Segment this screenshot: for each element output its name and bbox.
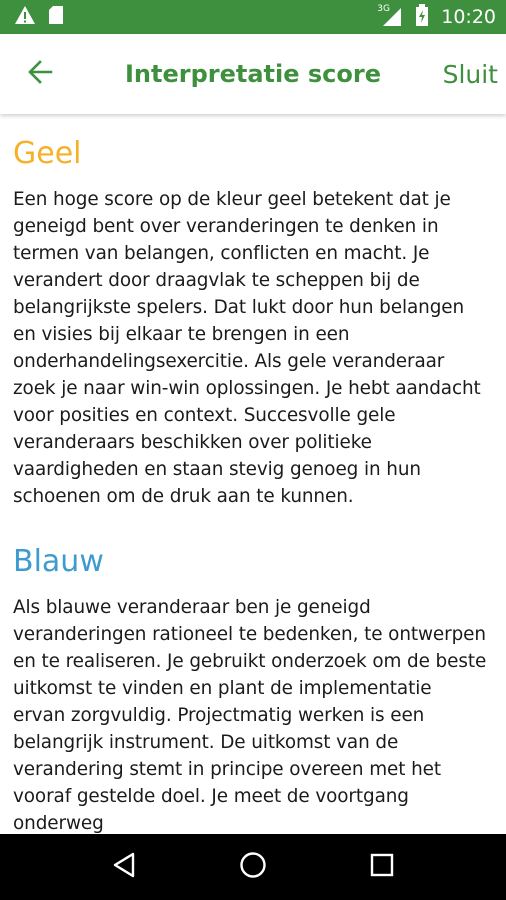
score-interpretation-content[interactable] [0, 114, 506, 834]
arrow-left-icon [27, 59, 53, 89]
close-button[interactable]: Sluit [442, 59, 498, 89]
battery-icon [415, 4, 429, 30]
system-nav-bar [0, 834, 506, 900]
section-blue [13, 544, 488, 834]
section-body-blue: Als blauwe veranderaar ben je geneigd veranderingen rationeel te bedenken, te ontwerpen en te realiseren. Je gebruikt onderzoek om de beste uitkomst te vinden en plant de implementatie ervan zorgvuldig. Projectmatig werken is een belangrijk instrument. De uitkomst van de verandering stemt in principe overeen met het vooraf gestelde doel. Je meet de voortgang onderweg [13, 597, 487, 834]
status-bar [0, 0, 506, 34]
back-button[interactable] [22, 56, 58, 92]
nav-home-button[interactable] [229, 843, 277, 891]
nav-back-button[interactable] [100, 843, 148, 891]
nav-recents-button[interactable] [358, 843, 406, 891]
section-yellow [13, 136, 488, 510]
page-title: Interpretatie score [124, 60, 381, 88]
recents-square-icon [369, 852, 395, 882]
signal-icon [377, 6, 403, 28]
status-right-icons [377, 4, 496, 30]
back-triangle-icon [111, 851, 137, 883]
section-body-yellow: Een hoge score op de kleur geel betekent dat je geneigd bent over veranderingen te denken in termen van belangen, conflicten en macht. Je verandert door draagvlak te scheppen bij de belangrijkste spelers. Dat lukt door hun belangen en visies bij elkaar te brengen in een onderhandelingsexercitie. Als gele veranderaar zoek je naar win-win oplossingen. Je hebt aandacht voor posities en context. Succesvolle gele veranderaars beschikken over politieke vaardigheden en staan stevig genoeg in hun schoenen om de druk aan te kunnen. [13, 189, 481, 507]
status-left-icons [14, 5, 64, 29]
network-type-label: 3G [377, 4, 390, 14]
home-circle-icon [238, 850, 268, 884]
app-bar [0, 34, 506, 114]
section-heading-yellow: Geel [13, 136, 82, 171]
section-heading-blue: Blauw [13, 544, 104, 579]
warning-icon [14, 5, 36, 29]
status-time: 10:20 [441, 6, 496, 28]
sd-card-icon [48, 5, 64, 29]
